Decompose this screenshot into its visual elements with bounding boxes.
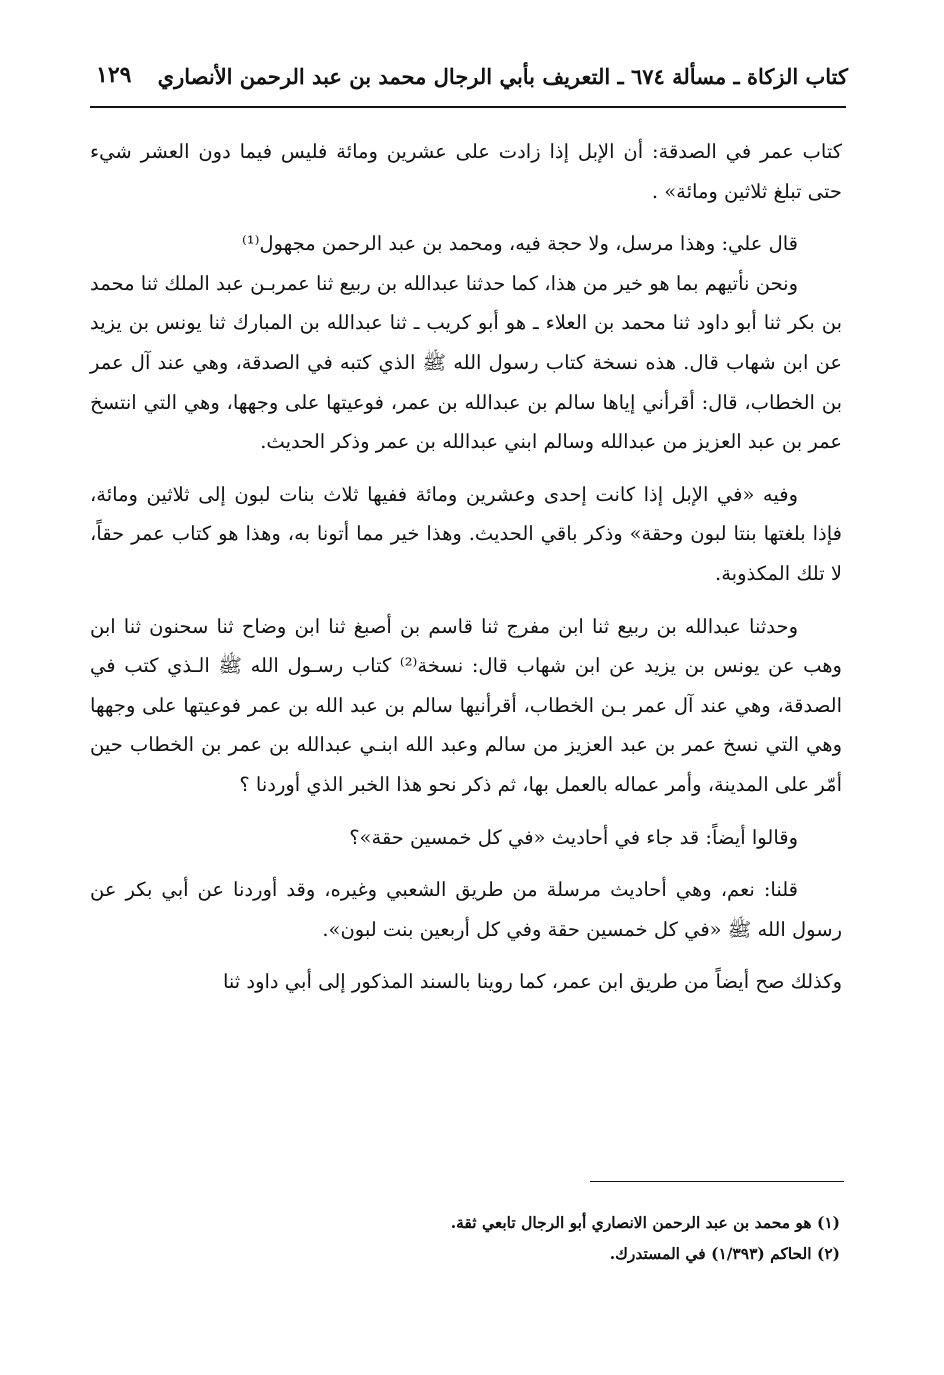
paragraph-8: وكذلك صح أيضاً من طريق ابن عمر، كما روينا بالسند المذكور إلى أبي داود ثنا <box>222 970 842 994</box>
paragraph-7: قلنا: نعم، وهي أحاديث مرسلة من طريق الشعبي وغيره، وقد أوردنا عن أبي بكر عن رسول الله ﷺ «في كل خمسين حقة وفي كل أربعين بنت لبون». <box>90 878 842 941</box>
paragraph-5: وحدثنا عبدالله بن ربيع ثنا ابن مفرج ثنا قاسم بن أصبغ ثنا ابن وضاح ثنا سحنون ثنا ابن وهب عن يونس بن يزيد عن ابن شهاب قال: نسخة⁽²⁾ كتاب رسـول الله ﷺ الـذي كتب في الصدقة، وهي عند آل عمر بـن الخطاب، أقرأنيها سالم بن عبد الله بن عمر فوعيتها على وجهها وهي التي نسخ عمر بن عبد العزيز من سالم وعبد الله ابنـي عبدالله بن عمر بن الخطاب حين أمّر على المدينة، وأمر عماله بالعمل بها، ثم ذكر نحو هذا الخبر الذي أوردنا ؟ <box>90 614 842 796</box>
paragraph-1: كتاب عمر في الصدقة: أن الإبل إذا زادت على عشرين ومائة فليس فيما دون العشر شيء حتى تبلغ ثلاثين ومائة» . <box>90 140 842 203</box>
paragraph-4: وفيه «في الإبل إذا كانت إحدى وعشرين ومائة ففيها ثلاث بنات لبون إلى ثلاثين ومائة، فإذا بلغتها بنتا لبون وحقة» وذكر باقي الحديث. وهذا خير مما أتونا به، وهذا هو كتاب عمر حقاً، لا تلك المكذوبة. <box>90 482 842 585</box>
footnotes <box>90 1207 840 1269</box>
main-text <box>90 132 842 1002</box>
paragraph-3: ونحن نأتيهم بما هو خير من هذا، كما حدثنا عبدالله بن ربيع ثنا عمربـن عبد الملك ثنا محمد بن بكر ثنا أبو داود ثنا محمد بن العلاء ـ هو أبو كريب ـ ثنا عبدالله بن المبارك ثنا يونس بن يزيد عن ابن شهاب قال. هذه نسخة كتاب رسول الله ﷺ الذي كتبه في الصدقة، وهي عند آل عمر بن الخطاب، قال: أقرأني إياها سالم بن عبدالله بن عمر، فوعيتها على وجهها، وهي التي انتسخ عمر بن عبد العزيز من عبدالله وسالم ابني عبدالله بن عمر وذكر الحديث. <box>90 271 842 454</box>
paragraph-2: قال علي: وهذا مرسل، ولا حجة فيه، ومحمد بن عبد الرحمن مجهول⁽¹⁾ <box>241 232 798 256</box>
header-divider <box>90 106 846 108</box>
footnote-divider <box>590 1181 844 1182</box>
footnote-2: (٢) الحاكم (١/٣٩٣) في المستدرك. <box>609 1244 840 1263</box>
running-header <box>88 60 848 100</box>
footnote-1: (١) هو محمد بن عبد الرحمن الانصاري أبو الرجال تابعي ثقة. <box>450 1213 840 1232</box>
paragraph-6: وقالوا أيضاً: قد جاء في أحاديث «في كل خمسين حقة»؟ <box>349 825 798 849</box>
page-number: ١٢٩ <box>96 62 132 88</box>
header-title: كتاب الزكاة ـ مسألة ٦٧٤ ـ التعريف بأبي الرجال محمد بن عبد الرحمن الأنصاري <box>157 64 848 89</box>
